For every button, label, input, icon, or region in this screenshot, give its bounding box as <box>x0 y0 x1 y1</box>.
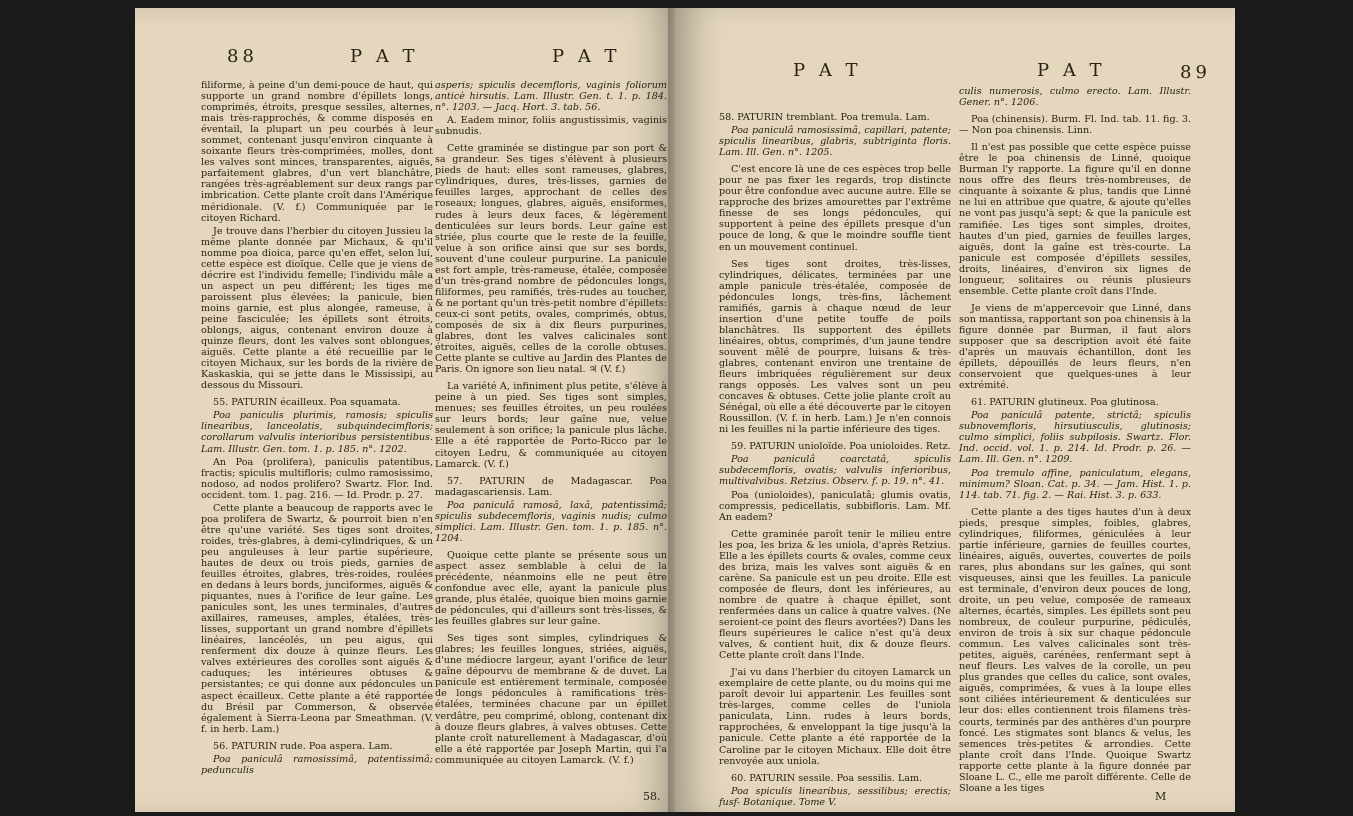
running-head: P A T <box>552 46 621 67</box>
paragraph: Poa paniculis plurimis, ramosis; spiculis linearibus, lanceolatis, subquindecimfloris; corollarum valvulis interioribus persistentibus. Lam. Illustr. Gen. tom. 1. p. 185. n°. 1202. <box>201 410 433 455</box>
page-number: 88 <box>227 46 258 67</box>
running-head: P A T <box>793 60 862 81</box>
right-page-column-1 <box>719 106 951 810</box>
page-number: 89 <box>1180 62 1211 83</box>
paragraph: Ses tiges sont droites, très-lisses, cylindriques, délicates, terminées par une ample panicule très-étalée, composée de pédoncules longs, très-fins, lâchement ramifiés, garnis à chaque nœud de leur insertion d'une petite touffe de poils blanchâtres. Ils supportent des épillets linéaires, obtus, comprimés, d'un jaune tendre souvent mêlé de pourpre, luisans & très-glabres, contenant environ une trentaine de fleurs imbriquées régulièrement sur deux rangs opposés. Les valves sont un peu concaves & obtuses. Cette jolie plante croît au Sénégal, où elle a été découverte par le citoyen Roussillon. (V. f. in herb. Lam.) Je n'en connois ni les feuilles ni la partie inférieure des tiges. <box>719 258 951 436</box>
article-heading: 60. PATURIN sessile. Poa sessilis. Lam. <box>731 772 923 784</box>
article-heading: 57. PATURIN de Madagascar. Poa madagascariensis. Lam. <box>435 475 667 498</box>
right-page <box>675 8 1235 812</box>
article-heading: 55. PATURIN écailleux. Poa squamata. <box>213 397 401 409</box>
paragraph: An Poa (prolifera), paniculis patentibus, fractis; spiculis multifloris; culmo ramosissimo, nodoso, ad nodos prolifero? Swartz. Flor. Ind. occident. tom. 1. pag. 216. — Id. Prodr. p. 27. <box>201 456 433 501</box>
paragraph: Poa (chinensis). Burm. Fl. Ind. tab. 11. fig. 3. — Non poa chinensis. Linn. <box>959 114 1191 137</box>
paragraph: Poa spiculis linearibus, sessilibus; erectis; fusf- Botanique. Tome V. <box>719 785 951 808</box>
left-page-header <box>135 46 675 76</box>
paragraph: Cette graminée se distingue par son port & sa grandeur. Ses tiges s'élèvent à plusieurs pieds de haut: elles sont rameuses, glabres, cylindriques, dures, très-lisses, garnies de feuilles larges, approchant de celles des roseaux; longues, glabres, aiguës, ensiformes, rudes à leurs deux faces, & légèrement denticulées sur leurs bords. Leur gaîne est striée, plus courte que le reste de la feuille, velue à son orifice ainsi que sur ses bords, souvent d'une couleur purpurine. La panicule est fort ample, très-rameuse, étalée, composée d'un très-grand nombre de pédoncules longs, filiformes, peu ramifiés, très-rudes au toucher, & ne portant qu'un très-petit nombre d'épillets: ceux-ci sont petits, ovales, comprimés, obtus, composés de six à dix fleurs purpurines, glabres, dont les valves calicinales sont étroites, aiguës, celles de la corolle obtuses. Cette plante se cultive au Jardin des Plantes de Paris. On ignore son lieu natal. ♃ (V. f.) <box>435 143 667 376</box>
paragraph: A. Eadem minor, foliis angustissimis, vaginis subnudis. <box>435 115 667 138</box>
paragraph: La variété A, infiniment plus petite, s'élève à peine à un pied. Ses tiges sont simples, menues; ses feuilles étroites, un peu roulées sur leurs bords; leur gaîne nue, velue seulement à son orifice; la panicule plus lâche. Elle a été rapportée de Porto-Ricco par le citoyen Ledru, & communiquée au citoyen Lamarck. (V. f.) <box>435 381 667 470</box>
paragraph: Poa paniculâ ramosissimâ, patentissimâ; pedunculis <box>201 753 433 776</box>
paragraph: Ses tiges sont simples, cylindriques & glabres; les feuilles longues, striées, aiguës, d'une médiocre largeur, ayant l'orifice de leur gaîne dépourvu de membrane & de duvet. La panicule est entièrement terminale, composée de longs pédoncules à ramifications très-étalées, terminées chacune par un épillet verdâtre, peu comprimé, oblong, contenant dix à douze fleurs glabres, à valves obtuses. Cette plante croît naturellement à Madagascar, d'où elle a été rapportée par Joseph Martin, qui l'a communiquée au citoyen Lamarck. (V. f.) <box>435 633 667 766</box>
article-heading: 59. PATURIN unioloïde. Poa unioloides. Retz. <box>731 441 951 453</box>
right-page-header <box>675 46 1235 83</box>
paragraph: Poa paniculâ coarctatâ, spiculis subdecemfloris, ovatis; valvulis inferioribus, multivalvibus. Retzius. Observ. f. p. 19. n°. 41. <box>719 454 951 488</box>
paragraph: Cette graminée paroît tenir le milieu entre les poa, les briza & les uniola, d'après Retzius. Elle a les épillets courts & ovales, comme ceux des briza, mais les valves sont aiguës & en carène. Sa panicule est un peu droite. Elle est composée de fleurs, dont les inférieures, au nombre de quatre à chaque épillet, sont renfermées dans un calice à quatre valves. (Ne seroient-ce point des fleurs avortées?) Dans les fleurs supérieures le calice n'est qu'à deux valves, & contient huit, dix & douze fleurs. Cette plante croît dans l'Inde. <box>719 528 951 662</box>
paragraph: Poa paniculâ patente, strictâ; spiculis subnovemfloris, hirsutiusculis, glutinosis; culmo simplici, foliis subpilosis. Swartz. Flor. Ind. occid. vol. 1. p. 214. Id. Prodr. p. 26. — Lam. Ill. Gen. n°. 1209. <box>959 410 1191 466</box>
paragraph: Cette plante a beaucoup de rapports avec le poa prolifera de Swartz, & pourroit bien n'en être qu'une variété. Ses tiges sont droites, roides, très-glabres, à demi-cylindriques, & un peu anguleuses à leur partie supérieure, hautes de deux ou trois pieds, garnies de feuilles étroites, glabres, très-roides, roulées en dedans à leurs bords, junciformes, aiguës & piquantes, nues à l'orifice de leur gaîne. Les panicules sont, les unes terminales, d'autres axillaires, rameuses, amples, étalées, très-lisses, supportant un grand nombre d'épillets linéaires, lancéolés, un peu aigus, qui renferment dix douze à quinze fleurs. Les valves extérieures des corolles sont aiguës & caduques; les intérieures obtuses & persistantes; ce qui donne aux pédoncules un aspect écailleux. Cette plante a été rapportée du Brésil par Commerson, & observée également à Sierra-Leona par Smeathman. (V. f. in herb. Lam.) <box>201 502 433 735</box>
right-page-column-2 <box>959 86 1191 796</box>
paragraph: filiforme, à peine d'un demi-pouce de haut, qui supporte un grand nombre d'épillets longs, comprimés, étroits, presque sessiles, alternes, mais très-rapprochés, & comme disposés en éventail, la plupart un peu courbés à leur sommet, contenant jusqu'environ cinquante à soixante fleurs très-comprimées, molles, dont les valves sont minces, transparentes, aiguës, parfaitement glabres, d'un vert blanchâtre, rangées très-agréablement sur deux rangs par imbrication. Cette plante croît dans l'Amérique méridionale. (V. f.) Communiquée par le citoyen Richard. <box>201 80 433 224</box>
signature-mark: M <box>1155 790 1167 803</box>
paragraph: Je viens de m'appercevoir que Linné, dans son mantissa, rapportant son poa chinensis à la figure donnée par Burman, il faut alors supposer que sa description avoit été faite d'après un mauvais échantillon, dont les épillets, dépouillés de leurs fleurs, n'en conservoient que quelques-unes à leur extrémité. <box>959 302 1191 392</box>
paragraph: culis numerosis, culmo erecto. Lam. Illustr. Gener. n°. 1206. <box>959 86 1191 109</box>
paragraph: Cette plante a des tiges hautes d'un à deux pieds, presque simples, foibles, glabres, cylindriques, filiformes, géniculées à leur partie inférieure, garnies de feuilles courtes, linéaires, aiguës, ouvertes, couvertes de poils rares, plus abondans sur les gaînes, qui sont visqueuses, ainsi que les feuilles. La panicule est terminale, d'environ deux pouces de long, droite, un peu velue, composée de rameaux alternes, écartés, simples. Les épillets sont peu nombreux, de couleur purpurine, pédiculés, environ de trois à six sur chaque pédoncule commun. Les valves calicinales sont très-petites, aiguës, carénées, renfermant sept à neuf fleurs. Les valves de la corolle, un peu plus grandes que celles du calice, sont ovales, aiguës, comprimées, & vues à la loupe elles sont ciliées intérieurement & denticulées sur leur dos: elles contiennent trois filamens très-courts, terminés par des anthères d'un pourpre foncé. Les stigmates sont blancs & velus, les semences très-petites & arrondies. Cette plante croît dans l'Inde. Quoique Swartz rapporte cette plante à la figure donnée par Sloane L. C., elle me paroît différente. Celle de Sloane a les tiges <box>959 506 1191 794</box>
paragraph: J'ai vu dans l'herbier du citoyen Lamarck un exemplaire de cette plante, ou du moins qui me paroît devoir lui appartenir. Les feuilles sont très-larges, comme celles de l'uniola paniculata, Linn. rudes à leurs bords, rapprochées, & enveloppant la tige jusqu'à la panicule. Cette plante a été rapportée de la Caroline par le citoyen Michaux. Elle doit être renvoyée aux uniola. <box>719 667 951 767</box>
paragraph: Poa paniculâ ramosissimâ, capillari, patente; spiculis linearibus, glabris, subtriginta floris. Lam. Ill. Gen. n°. 1205. <box>719 125 951 159</box>
paragraph: C'est encore là une de ces espèces trop belle pour ne pas fixer les regards, trop distincte pour être confondue avec aucune autre. Elle se rapproche des brizes amourettes par l'extrême finesse de ses longs pédoncules, qui supportent à peine des épillets presque d'un pouce de long, & que le moindre souffle tient en un mouvement continuel. <box>719 164 951 253</box>
paragraph: Poa paniculâ ramosâ, laxâ, patentissimâ; spiculis subdecemfloris, vaginis nudis; culmo simplici. Lam. Illustr. Gen. tom. 1. p. 185. n°. 1204. <box>435 499 667 544</box>
running-head: P A T <box>350 46 419 67</box>
paragraph: asperis; spiculis decemfloris, vaginis foliorum anticè hirsutis. Lam. Illustr. Gen. t. 1. p. 184. n°. 1203. — Jacq. Hort. 3. tab. 56. <box>435 80 667 114</box>
running-head: P A T <box>1037 60 1106 81</box>
signature-mark: 58. <box>643 790 661 803</box>
paragraph: Poa tremulo affine, paniculatum, elegans, minimum? Sloan. Cat. p. 34. — Jam. Hist. 1. p. 114. tab. 71. fig. 2. — Rai. Hist. 3. p. 633. <box>959 467 1191 501</box>
left-page-column-2 <box>435 80 667 768</box>
article-heading: 61. PATURIN glutineux. Poa glutinosa. <box>971 397 1159 409</box>
paragraph: Poa (unioloides), paniculatâ; glumis ovatis, compressis, pedicellatis, subbifloris. Lam. Mf. An eadem? <box>719 489 951 523</box>
article-heading: 58. PATURIN tremblant. Poa tremula. Lam. <box>719 112 930 123</box>
left-page-column-1 <box>201 80 433 778</box>
paragraph: Quoique cette plante se présente sous un aspect assez semblable à celui de la précédente, néanmoins elle ne peut être confondue avec elle, ayant la panicule plus grande, plus étalée, quoique bien moins garnie de pédoncules, qui d'ailleurs sont très-lisses, & les feuilles glabres sur leur gaîne. <box>435 549 667 628</box>
paragraph: Je trouve dans l'herbier du citoyen Jussieu la même plante donnée par Michaux, & qu'il nomme poa dioica, parce qu'en effet, selon lui, cette espèce est dioïque. Celle que je viens de décrire est l'individu femelle; l'individu mâle a un aspect un peu différent; les tiges me paroissent plus élevées; la panicule, bien moins garnie, est plus alongée, rameuse, à peine fasciculée; les épillets sont étroits, oblongs, aigus, contenant environ douze à quinze fleurs, dont les valves sont oblongues, aiguës. Cette plante a été recueillie par le citoyen Michaux, sur les bords de la rivière de Kaskaskia, qui se jette dans le Mississipi, au dessous du Missouri. <box>201 225 433 392</box>
left-page <box>135 8 675 812</box>
paragraph: Il n'est pas possible que cette espèce puisse être le poa chinensis de Linné, quoique Burman l'y rapporte. La figure qu'il en donne nous offre des fleurs très-nombreuses, de cinquante à soixante & plus, tandis que Linné ne lui en attribue que quatre, & ajoute qu'elles ne vont pas jusqu'à sept; & que la panicule est ramifiée. Les tiges sont simples, droites, hautes d'un pied, garnies de feuilles larges, aiguës, dont la gaîne est très-courte. La panicule est composée d'épillets sessiles, droits, linéaires, d'environ six lignes de longueur, solitaires ou réunis plusieurs ensemble. Cette plante croît dans l'Inde. <box>959 142 1191 297</box>
article-heading: 56. PATURIN rude. Poa aspera. Lam. <box>213 740 393 752</box>
